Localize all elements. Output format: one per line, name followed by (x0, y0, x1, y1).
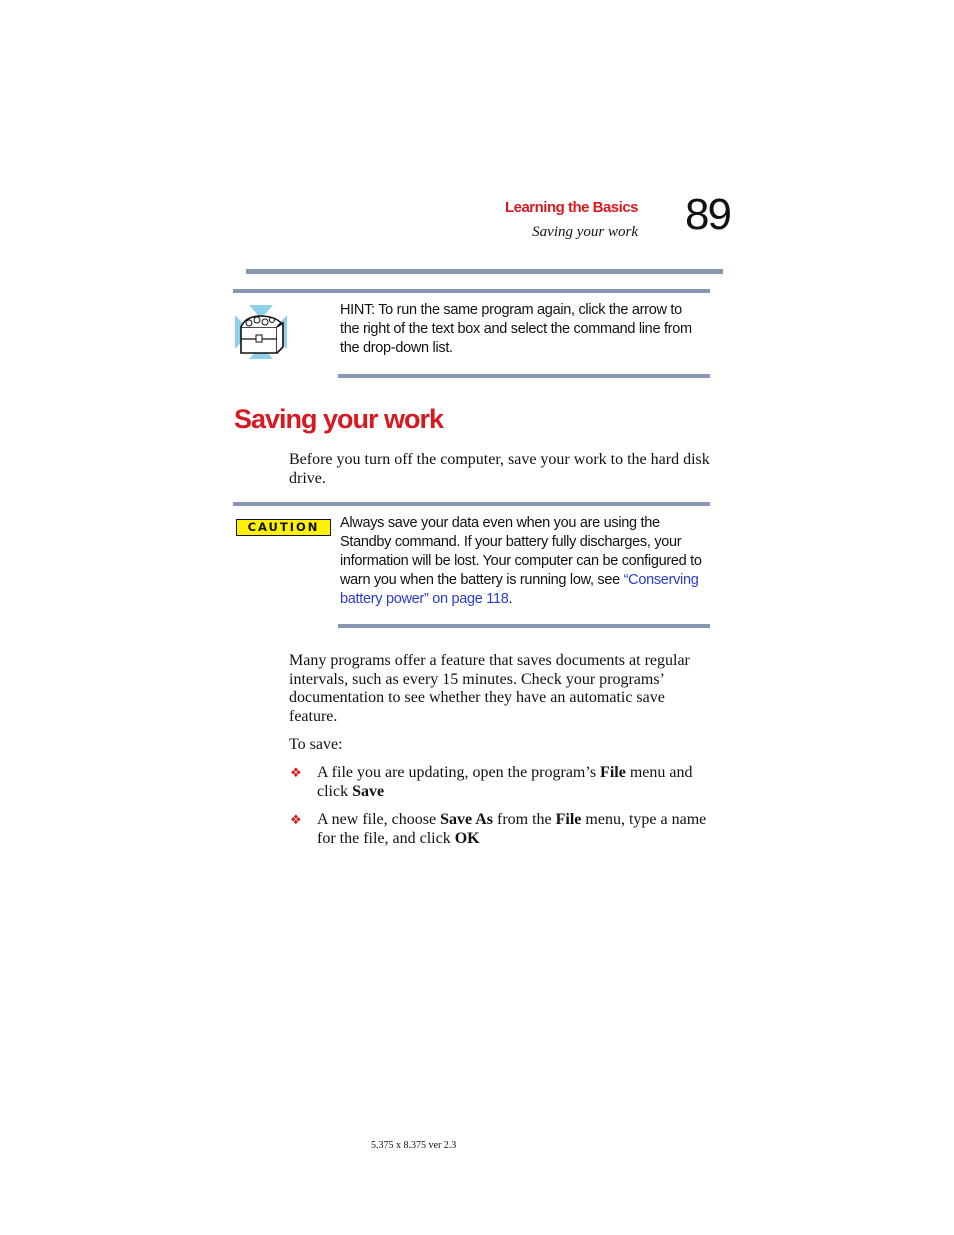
list-item (317, 811, 709, 848)
hint-text: HINT: To run the same program again, click the arrow to the right of the text box and select the command line from the drop-down list. (340, 302, 692, 356)
running-header-section: Learning the Basics (504, 199, 638, 216)
list-item-text: A new file, choose (317, 811, 441, 828)
treasure-chest-icon (235, 305, 287, 359)
section-heading: Saving your work (234, 404, 444, 434)
caution-badge: CAUTION (236, 519, 331, 536)
autosave-paragraph: Many programs offer a feature that saves documents at regular intervals, such as every 15 minutes. Check your programs’ documentation to see whether they have an automatic save feature. (289, 652, 690, 725)
caution-body: Always save your data even when you are using the Standby command. If your battery fully discharges, your information will be lost. Your computer can be configured to warn you when the battery is running low, see (340, 515, 702, 588)
hint-bottom-rule (338, 374, 710, 378)
hint-top-rule (233, 289, 710, 293)
page-number: 89 (685, 190, 730, 239)
intro-paragraph: Before you turn off the computer, save your work to the hard disk drive. (289, 451, 710, 487)
list-item-text: menu and click (317, 764, 693, 800)
caution-top-rule (233, 502, 710, 506)
running-header-subsection: Saving your work (532, 224, 638, 240)
list-item-text: menu, type a name for the file, and click (317, 811, 707, 847)
list-item-text: from the (492, 811, 556, 828)
conserving-battery-link[interactable]: “Conserving battery power” on page 118 (340, 572, 699, 607)
caution-text (340, 514, 706, 609)
caution-end: . (508, 591, 513, 607)
list-item-bold: File (600, 764, 626, 781)
caution-bottom-rule (338, 624, 710, 628)
bullet-icon: ❖ (290, 765, 302, 780)
list-item-text: A file you are updating, open the program’s (317, 764, 601, 781)
list-item-bold: Save (352, 782, 385, 800)
header-rule (246, 269, 723, 274)
list-item-bold: File (555, 811, 582, 828)
list-item-bold: OK (454, 829, 480, 847)
page-footer: 5.375 x 8.375 ver 2.3 (371, 1140, 457, 1151)
list-item-bold: Save As (440, 811, 493, 828)
list-item (317, 764, 709, 801)
to-save-label: To save: (289, 736, 343, 753)
bullet-icon: ❖ (290, 812, 302, 827)
